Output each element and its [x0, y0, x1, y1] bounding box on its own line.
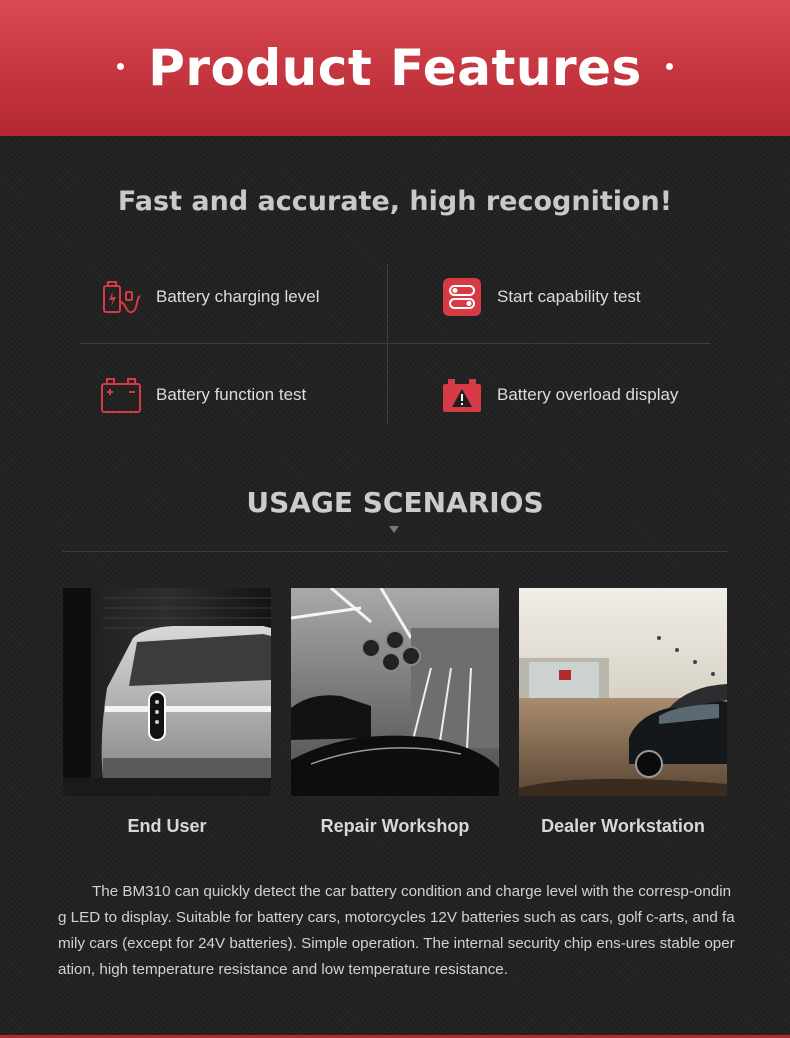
feature-label: Battery function test: [156, 385, 307, 404]
features-divider-horizontal: [80, 343, 710, 344]
battery-charging-icon: [100, 276, 142, 318]
caret-down-icon: [389, 526, 399, 533]
section-divider: [62, 551, 728, 552]
section-subtitle: Fast and accurate, high recognition!: [117, 186, 673, 217]
page-title: Product Features: [148, 39, 642, 97]
header-banner: [0, 0, 790, 136]
product-description: The BM310 can quickly detect the car battery condition and charge level with the corresp-onding LED to display. Suitable for battery cars, motorcycles 12V batteries such as cars, golf c-arts, and family cars (except for 24V batteries). Simple operation. The internal security chip ens-ures stable operation, high temperature resistance and low temperature resistance.: [58, 883, 735, 978]
feature-label: Start capability test: [497, 287, 641, 306]
feature-item: [100, 276, 319, 318]
toggle-switch-icon: [441, 276, 483, 318]
scenario-caption: Repair Workshop: [320, 816, 470, 836]
usage-scenarios-title: USAGE SCENARIOS: [246, 486, 544, 519]
feature-item: [441, 276, 641, 318]
battery-warning-icon: [441, 374, 483, 416]
car-dealer-showroom-photo: [519, 588, 727, 796]
car-repair-workshop-photo: [291, 588, 499, 796]
scenario-caption: End User: [127, 816, 207, 836]
header-dot-left: [117, 63, 124, 70]
feature-item: [441, 374, 678, 416]
car-battery-icon: [100, 374, 142, 416]
header-dot-right: [666, 63, 673, 70]
feature-item: [100, 374, 306, 416]
feature-label: Battery charging level: [156, 287, 320, 306]
scenario-caption: Dealer Workstation: [541, 816, 705, 836]
features-grid: [80, 258, 710, 428]
features-divider-vertical: [387, 264, 388, 424]
feature-label: Battery overload display: [497, 385, 679, 404]
electric-suv-garage-photo: [63, 588, 271, 796]
